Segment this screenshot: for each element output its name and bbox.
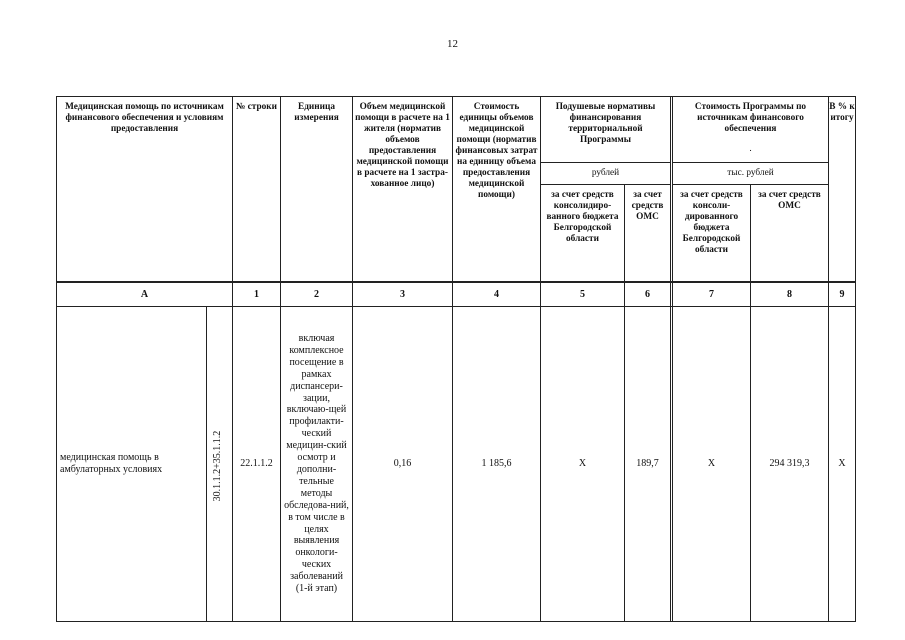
header-col-a: Медицинская помощь по источникам финансового обеспечения и условиям предоставления	[65, 102, 224, 134]
row-percent: Х	[838, 458, 846, 470]
header-col-1: № строки	[235, 102, 277, 112]
header-per-capita-group: Подушевые нормативы финансирования территориальной Программы	[555, 102, 656, 145]
header-col-8: за счет средств ОМС	[758, 190, 821, 211]
column-number-6: 6	[645, 289, 650, 300]
column-number-5: 5	[580, 289, 585, 300]
row-per-capita-oms: 189,7	[636, 458, 659, 470]
row-name: медицинская помощь в амбулаторных условиях	[60, 452, 163, 475]
row-per-capita-budget: Х	[578, 458, 587, 470]
header-col-2: Единица измерения	[294, 102, 339, 123]
header-col-6: за счет средств ОМС	[631, 190, 664, 222]
column-number-1: 1	[254, 289, 259, 300]
header-col-5: за счет средств консолидиро-ванного бюджета Белгородской области	[546, 190, 619, 244]
header-col-9: В % к итогу	[829, 102, 855, 123]
row-line-number: 22.1.1.2	[240, 458, 273, 470]
header-col-4: Стоимость единицы объемов медицинской помощи (норматив финансовых затрат на единицу объема предоставления медицинской помощи)	[455, 102, 538, 200]
column-number-a: А	[140, 289, 149, 300]
header-col-7: за счет средств консоли-дированного бюджета Белгородской области	[680, 190, 743, 255]
header-program-cost-dot: .	[749, 144, 752, 154]
column-number-4: 4	[494, 289, 499, 300]
header-program-cost-unit: тыс. рублей	[727, 168, 774, 178]
row-unit-cost: 1 185,6	[481, 458, 512, 470]
column-number-3: 3	[400, 289, 405, 300]
row-volume: 0,16	[393, 458, 412, 470]
header-program-cost-group: Стоимость Программы по источникам финансового обеспечения	[694, 102, 807, 134]
financing-table	[56, 96, 856, 622]
column-number-9: 9	[839, 289, 845, 300]
header-col-3: Объем медицинской помощи в расчете на 1 жителя (норматив объемов предоставления медицинской помощи в расчете на 1 застра-хованное лицо)	[355, 102, 450, 189]
row-program-oms: 294 319,3	[769, 458, 810, 470]
row-program-budget: Х	[707, 458, 716, 470]
row-unit: включая комплексное посещение в рамках диспансери-зации, включаю-щей профилакти-ческий медицин-ский осмотр и дополни-тельные методы обследова-ний, в том числе в целях выявления онкологи-ческих заболеваний (1-й этап)	[284, 333, 349, 595]
column-number-7: 7	[709, 289, 714, 300]
column-number-2: 2	[314, 289, 319, 300]
column-number-8: 8	[787, 289, 792, 300]
page-number: 12	[447, 38, 458, 50]
header-per-capita-unit: рублей	[591, 168, 620, 178]
row-side-code: 30.1.1.2+35.1.1.2	[212, 430, 223, 502]
